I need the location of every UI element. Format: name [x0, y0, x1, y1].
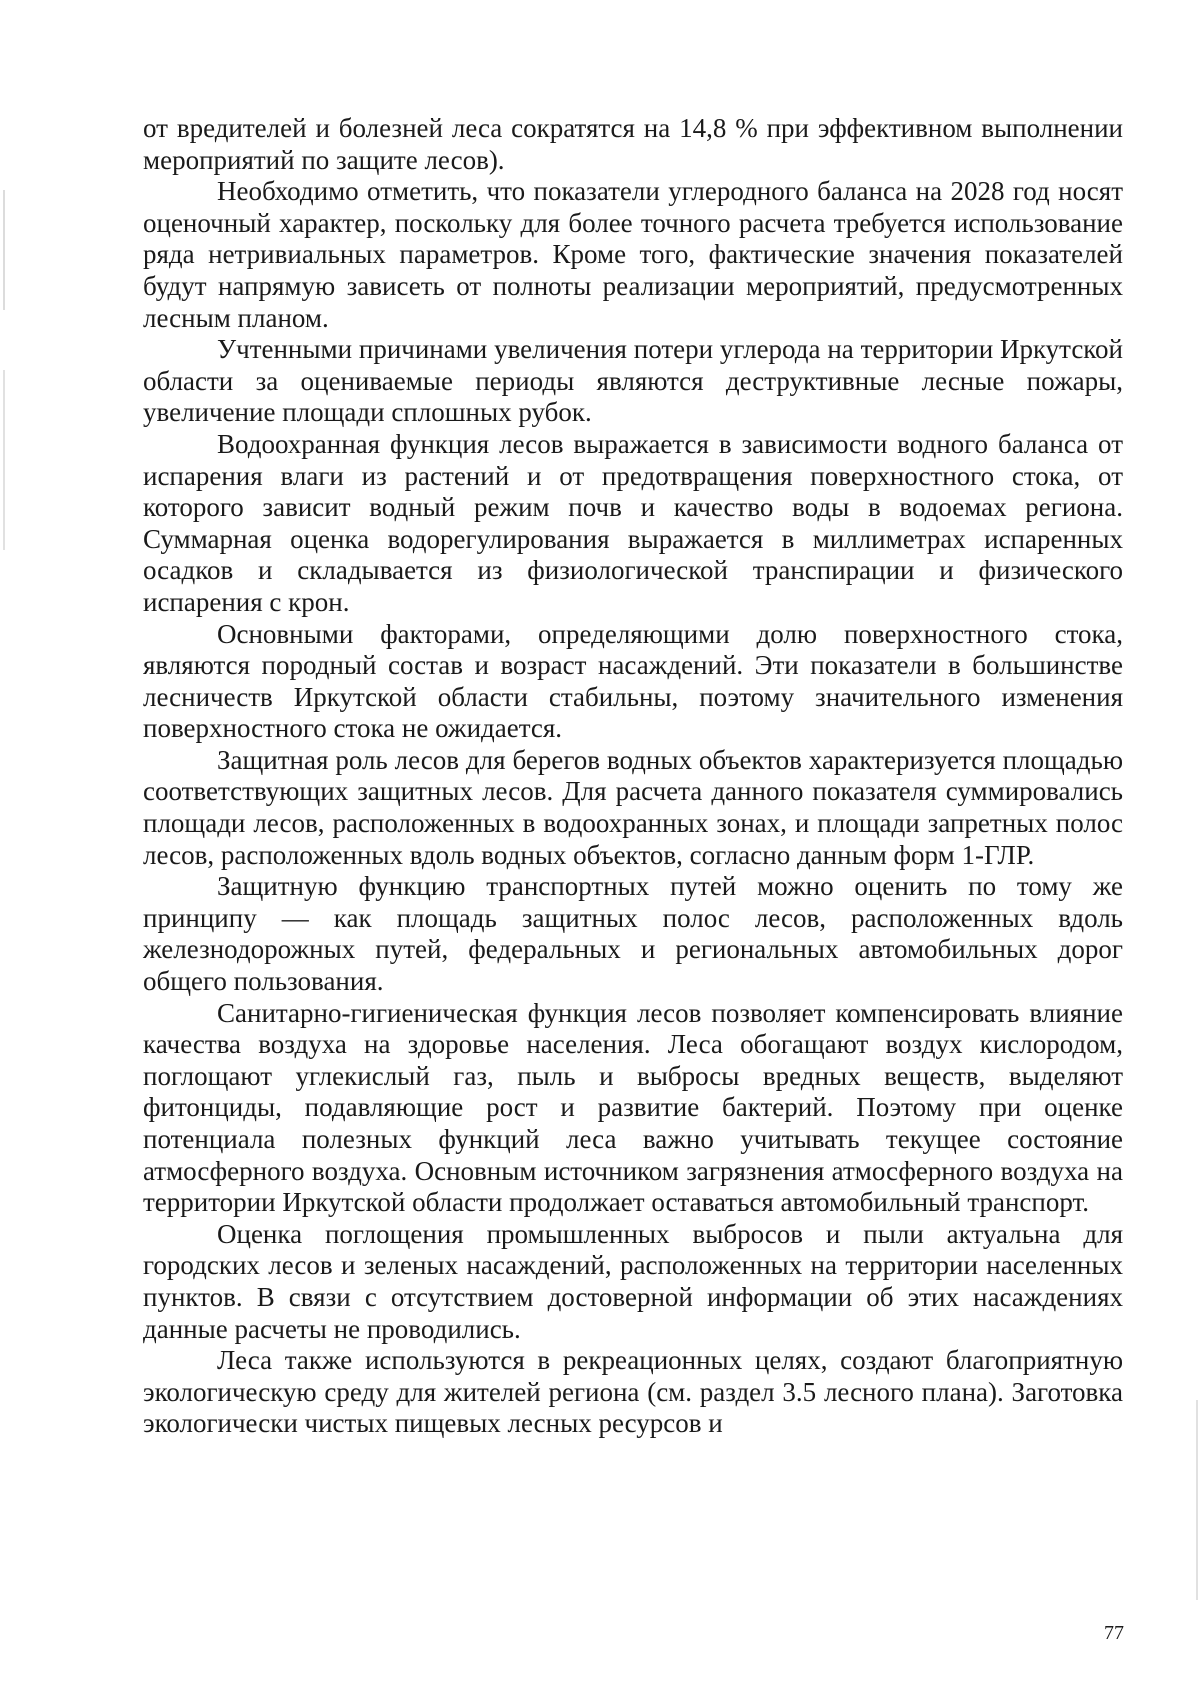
body-text	[143, 113, 1123, 1440]
paragraph: Необходимо отметить, что показатели углеродного баланса на 2028 год носят оценочный характер, поскольку для более точного расчета требуется использование ряда нетривиальных параметров. Кроме того, фактические значения показателей будут напрямую зависеть от полноты реализации мероприятий, предусмотренных лесным планом.	[143, 176, 1123, 333]
paragraph: Водоохранная функция лесов выражается в зависимости водного баланса от испарения влаги из растений и от предотвращения поверхностного стока, от которого зависит водный режим почв и качество воды в водоемах региона. Суммарная оценка водорегулирования выражается в миллиметрах испаренных осадков и складывается из физиологической транспирации и физического испарения с крон.	[143, 428, 1123, 617]
page-number: 77	[1104, 1622, 1124, 1644]
left-margin-scan-mark	[3, 370, 5, 550]
paragraph: Леса также используются в рекреационных целях, создают благоприятную экологическую среду для жителей региона (см. раздел 3.5 лесного плана). Заготовка экологически чистых пищевых лесных ресурсов и	[143, 1345, 1123, 1439]
left-margin-scan-mark	[3, 190, 5, 310]
right-margin-scan-mark	[1196, 1400, 1198, 1600]
paragraph: Санитарно-гигиеническая функция лесов позволяет компенсировать влияние качества воздуха на здоровье населения. Леса обогащают воздух кислородом, поглощают углекислый газ, пыль и выбросы вредных веществ, выделяют фитонциды, подавляющие рост и развитие бактерий. Поэтому при оценке потенциала полезных функций леса важно учитывать текущее состояние атмосферного воздуха. Основным источником загрязнения атмосферного воздуха на территории Иркутской области продолжает оставаться автомобильный транспорт.	[143, 997, 1123, 1218]
paragraph: Основными факторами, определяющими долю поверхностного стока, являются породный состав и возраст насаждений. Эти показатели в большинстве лесничеств Иркутской области стабильны, поэтому значительного изменения поверхностного стока не ожидается.	[143, 618, 1123, 744]
paragraph: Защитная роль лесов для берегов водных объектов характеризуется площадью соответствующих защитных лесов. Для расчета данного показателя суммировались площади лесов, расположенных в водоохранных зонах, и площади запретных полос лесов, расположенных вдоль водных объектов, согласно данным форм 1-ГЛР.	[143, 744, 1123, 870]
paragraph: Защитную функцию транспортных путей можно оценить по тому же принципу — как площадь защитных полос лесов, расположенных вдоль железнодорожных путей, федеральных и региональных автомобильных дорог общего пользования.	[143, 871, 1123, 997]
paragraph: от вредителей и болезней леса сократятся на 14,8 % при эффективном выполнении мероприятий по защите лесов).	[143, 113, 1123, 175]
paragraph: Учтенными причинами увеличения потери углерода на территории Иркутской области за оцениваемые периоды являются деструктивные лесные пожары, увеличение площади сплошных рубок.	[143, 334, 1123, 428]
paragraph: Оценка поглощения промышленных выбросов и пыли актуальна для городских лесов и зеленых насаждений, расположенных на территории населенных пунктов. В связи с отсутствием достоверной информации об этих насаждениях данные расчеты не проводились.	[143, 1218, 1123, 1344]
